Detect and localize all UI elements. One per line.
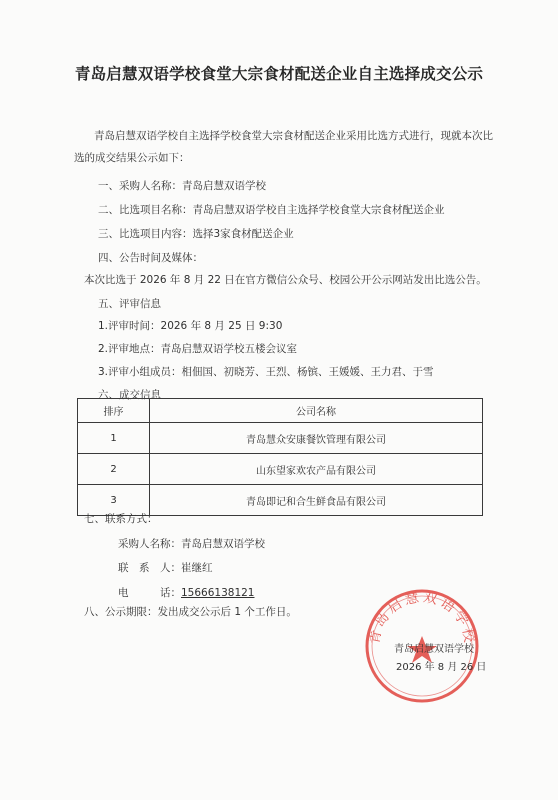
section-review-heading: 五、评审信息 [98, 298, 161, 310]
contact-buyer: 采购人名称：青岛启慧双语学校 [118, 538, 265, 550]
intro-line-2: 选的成交结果公示如下： [74, 152, 190, 164]
review-time: 1.评审时间：2026 年 8 月 25 日 9:30 [98, 320, 283, 332]
review-members: 3.评审小组成员：相佃国、初晓芳、王烈、杨镔、王媛媛、王力君、于雪 [98, 366, 434, 378]
contact-person-row [118, 560, 213, 575]
result-table [77, 398, 483, 516]
table-header-row [78, 399, 483, 423]
signature-date: 2026 年 8 月 26 日 [396, 662, 487, 673]
section-contact-heading: 七、联系方式： [84, 513, 158, 525]
review-place: 2.评审地点：青岛启慧双语学校五楼会议室 [98, 343, 298, 355]
document-title: 青岛启慧双语学校食堂大宗食材配送企业自主选择成交公示 [74, 64, 484, 83]
table-row [78, 423, 483, 454]
header-company: 公司名称 [150, 399, 483, 423]
contact-phone-row [118, 585, 255, 600]
section-project-content: 三、比选项目内容：选择3家食材配送企业 [98, 228, 294, 240]
intro-line-1: 青岛启慧双语学校自主选择学校食堂大宗食材配送企业采用比选方式进行，现就本次比 [94, 130, 493, 142]
contact-phone: 15666138121 [181, 587, 255, 599]
header-rank: 排序 [78, 399, 150, 423]
section-project-name: 二、比选项目名称：青岛启慧双语学校自主选择学校食堂大宗食材配送企业 [98, 204, 445, 216]
contact-person-label: 联 系 人： [118, 562, 181, 574]
section-period: 八、公示期限：发出成交公示后 1 个工作日。 [84, 606, 297, 618]
cell-company: 山东望家欢农产品有限公司 [150, 454, 483, 485]
table-row [78, 454, 483, 485]
contact-phone-label: 电 话： [118, 587, 181, 599]
svg-text:青岛启慧双语学校: 青岛启慧双语学校 [366, 589, 478, 647]
contact-person: 崔继红 [181, 562, 213, 574]
section-announcement-text: 本次比选于 2026 年 8 月 22 日在官方微信公众号、校园公开公示网站发出比选公告。 [84, 274, 487, 286]
cell-company: 青岛即记和合生鲜食品有限公司 [150, 485, 483, 516]
section-buyer: 一、采购人名称：青岛启慧双语学校 [98, 180, 266, 192]
cell-rank: 1 [78, 423, 150, 454]
section-result-heading: 六、成交信息 [98, 389, 161, 401]
cell-rank: 3 [78, 485, 150, 516]
cell-rank: 2 [78, 454, 150, 485]
signature-organization: 青岛启慧双语学校 [394, 644, 474, 655]
cell-company: 青岛慧众安康餐饮管理有限公司 [150, 423, 483, 454]
section-announcement-heading: 四、公告时间及媒体： [98, 252, 203, 264]
